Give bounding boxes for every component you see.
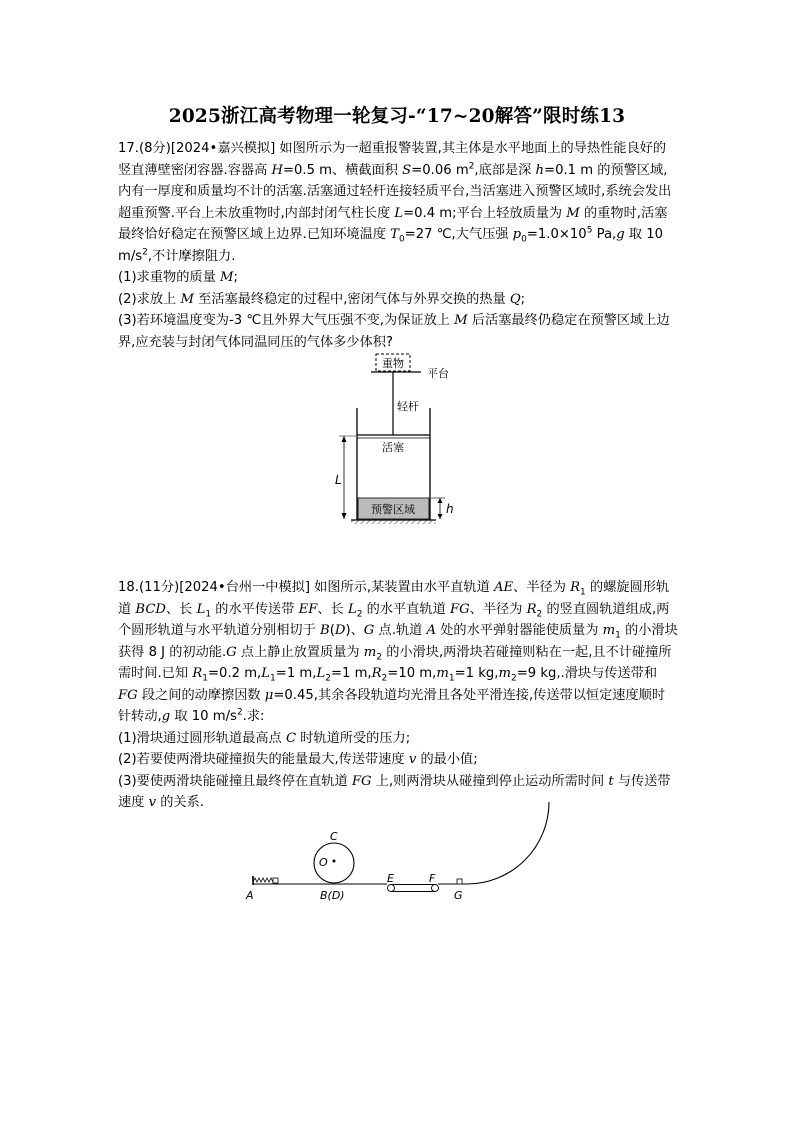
label-C: C (330, 830, 338, 843)
question-17 (118, 138, 678, 353)
q17-stem: 17.(8分)[2024•嘉兴模拟] 如图所示为一超重报警装置,其主体是水平地面上的导热性能良好的竖直薄壁密闭容器.容器高 H=0.5 m、横截面积 S=0.06 $m^2$,底部是深 h=0.1 m 的预警区域,内有一厚度和质量均不计的活塞.活塞通过轻杆连接轻质平台,当活塞进入预警区域时,系统会发出超重预警.平台上未放重物时,内部封闭气柱长度 L=0.4 m;平台上轻放质量为 M 的重物时,活塞最终恰好稳定在预警区域上边界.已知环境温度 $T_0=27$ ℃,大气压强 $p_0=1.0\times 10^5$ Pa,g 取 10 $m/s^2$,不计摩擦阻力. (118, 141, 672, 264)
question-18 (118, 577, 678, 814)
block-m2 (457, 879, 462, 884)
label-A: A (246, 889, 254, 902)
q17-part-3: (3)若环境温度变为-3 ℃且外界大气压强不变,为保证放上 M 后活塞最终仍稳定在预警区域上边界,应充装与封闭气体同温同压的气体多少体积? (118, 313, 670, 350)
q17-figure (325, 350, 475, 532)
label-O: O (319, 856, 328, 869)
roller-F (432, 885, 439, 892)
q18-part-2: (2)若要使两滑块碰撞损失的能量最大,传送带速度 v 的最小值; (118, 752, 478, 767)
L-label: L (335, 473, 342, 487)
label-BD: B(D) (320, 889, 345, 902)
L-arrow-top (342, 436, 347, 442)
label-F: F (429, 872, 436, 885)
page-title: 2025浙江高考物理一轮复习-“17~20解答”限时练13 (168, 106, 626, 127)
rod-label: 轻杆 (397, 400, 419, 413)
platform-label: 平台 (427, 367, 449, 380)
roller-E (388, 885, 395, 892)
vertical-circle-track (467, 802, 549, 884)
q18-figure (240, 800, 560, 905)
h-arrow-top (438, 498, 443, 503)
warning-zone-label: 预警区域 (371, 503, 415, 516)
block-m1 (273, 878, 278, 883)
label-G: G (454, 889, 463, 902)
weight-label: 重物 (382, 357, 404, 370)
q17-part-2: (2)求放上 M 至活塞最终稳定的过程中,密闭气体与外界交换的热量 Q; (118, 291, 526, 307)
q18-part-3: (3)要使两滑块能碰撞且最终停在直轨道 FG 上,则两滑块从碰撞到停止运动所需时间 t 与传送带速度 v 的关系. (118, 773, 671, 810)
h-arrow-bottom (438, 514, 443, 519)
piston-label: 活塞 (382, 441, 404, 454)
h-label: h (446, 502, 454, 516)
q18-part-1: (1)滑块通过圆形轨道最高点 C 时轨道所受的压力; (118, 730, 411, 746)
L-arrow-bottom (342, 513, 347, 519)
q18-stem: 18.(11分)[2024•台州一中模拟] 如图所示,某装置由水平直轨道 AE、半径为 $R_1$ 的螺旋圆形轨道 BCD、长 $L_1$ 的水平传送带 EF、长 $L_2$ 的水平直轨道 FG、半径为 $R_2$ 的竖直圆轨道组成,两个圆形轨道与水平轨道分别相切于 B(D)、G 点.轨道 A 处的水平弹射器能使质量为 $m_1$ 的小滑块获得 8 J 的初动能.G 点上静止放置质量为 $m_2$ 的小滑块,两滑块若碰撞则粘在一起,且不计碰撞所需时间.已知 $R_1=0.2$ $m,L_1=1$ $m,L_2=1$ $m,R_2=10$ $m,m_1=1$ $kg,m_2=9$ kg,.滑块与传送带和 FG 段之间的动摩擦因数 μ=0.45,其余各段轨道均光滑且各处平滑连接,传送带以恒定速度顺时针转动,g 取 10 $m/s^2$.求: (118, 580, 678, 724)
center-O (333, 860, 336, 863)
q17-part-1: (1)求重物的质量 M; (118, 270, 238, 285)
spring (253, 878, 273, 882)
label-E: E (387, 872, 394, 885)
